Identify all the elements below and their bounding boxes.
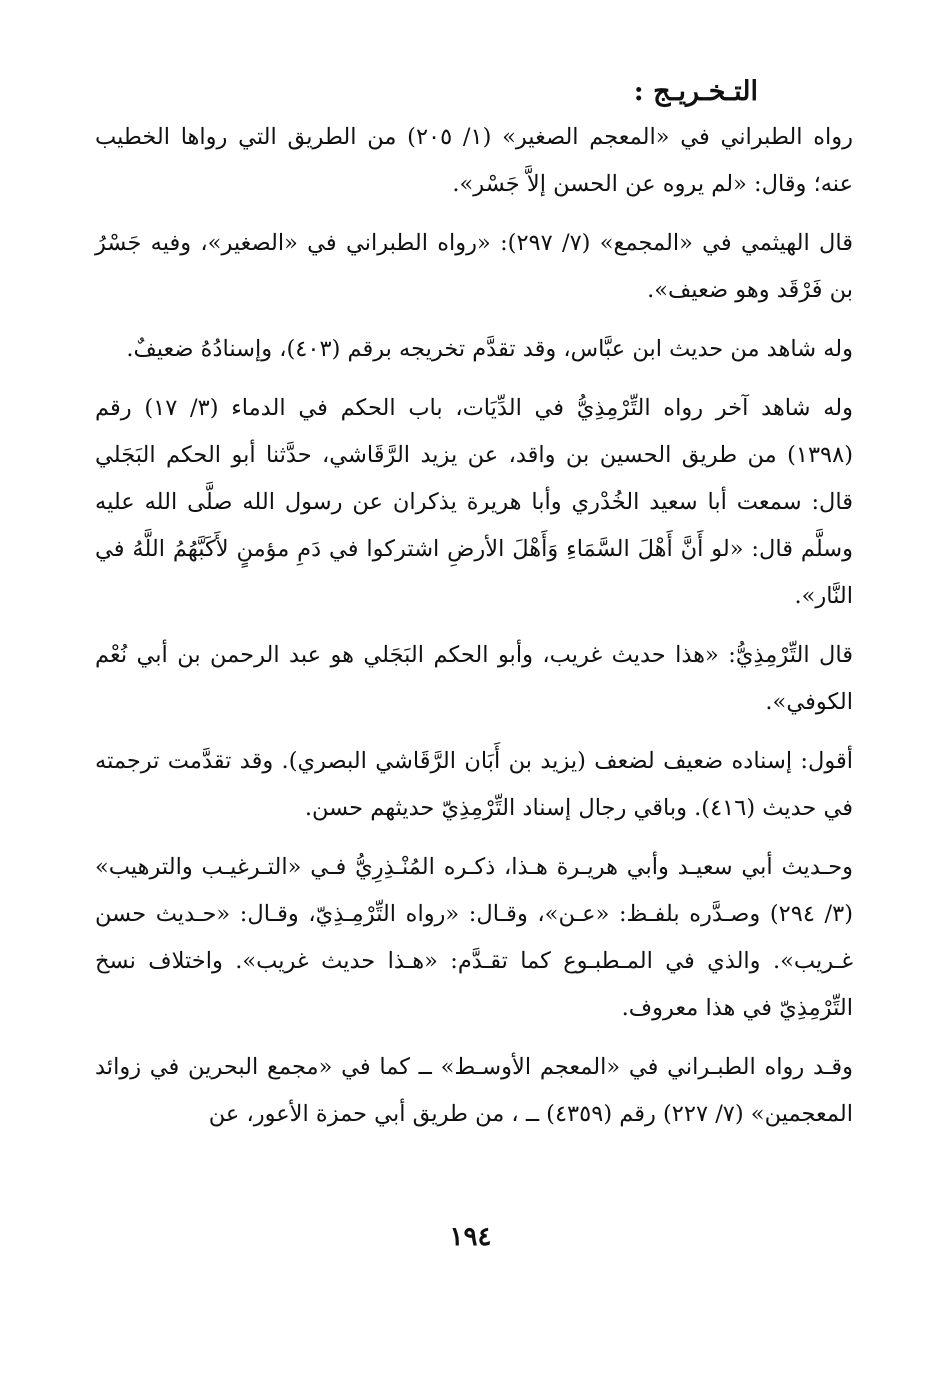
paragraph-tirmidhi-witness: وله شاهد آخر رواه التِّرْمِذِيُّ في الدِّيَات، باب الحكم في الدماء (٣/ ١٧) رقم (١٣٩٨) من طريق الحسين بن واقد، عن يزيد الرَّقَاشي، حدَّثنا أبو الحكم البَجَلي قال: سمعت أبا سعيد الخُدْري وأبا هريرة يذكران عن رسول الله صلَّى الله عليه وسلَّم قال: «لو أَنَّ أَهْلَ السَّمَاءِ وَأَهْلَ الأرضِ اشتركوا في دَمِ مؤمنٍ لأَكَبَّهُمُ اللَّهُ في النَّار». xyxy=(95,395,853,609)
paragraph-ibn-abbas-witness: وله شاهد من حديث ابن عبَّاس، وقد تقدَّم تخريجه برقم (٤٠٣)، وإسنادُهُ ضعيفٌ. xyxy=(126,336,853,362)
section-heading: التـخـريـج : xyxy=(633,76,758,107)
paragraph-author-comment: أقول: إسناده ضعيف لضعف (يزيد بن أَبَان الرَّقَاشي البصري). وقد تقدَّمت ترجمته في حديث (٤١٦). وباقي رجال إسناد التِّرْمِذِيّ حديثهم حسن. xyxy=(95,748,853,821)
paragraph-tirmidhi-comment: قال التِّرْمِذِيُّ: «هذا حديث غريب، وأبو الحكم البَجَلي هو عبد الرحمن بن أبي نُعْم الكوفي». xyxy=(95,642,853,715)
paragraph-tabarani-saghir: رواه الطبراني في «المعجم الصغير» (١/ ٢٠٥) من الطريق التي رواها الخطيب عنه؛ وقال: «لم يروه عن الحسن إلاَّ جَسْر». xyxy=(95,124,854,197)
page-body xyxy=(95,70,853,1150)
page-number: ١٩٤ xyxy=(449,1222,492,1252)
paragraph-tabarani-awsat: وقـد رواه الطبـراني في «المعجم الأوسـط» ــ كما في «مجمع البحرين في زوائد المعجمين» (٧/ ٢٢٧) رقم (٤٣٥٩) ــ ، من طريق أبي حمزة الأعور، عن xyxy=(95,1054,853,1127)
paragraph-mundhiri: وحـديث أبي سعيـد وأبي هريـرة هـذا، ذكـره المُنْـذِرِيُّ فـي «التـرغيـب والترهيب» (٣/ ٢٩٤) وصـدَّره بلفـظ: «عـن»، وقـال: «رواه التِّرْمِـذِيّ، وقـال: «حـديث حسن غـريب». والذي في المـطبـوع كما تقـدَّم: «هـذا حديث غريب». واختلاف نسخ التِّرْمِذِيّ في هذا معروف. xyxy=(95,854,853,1021)
paragraph-haythami: قال الهيثمي في «المجمع» (٧/ ٢٩٧): «رواه الطبراني في «الصغير»، وفيه جَسْرُ بن فَرْقَد وهو ضعيف». xyxy=(95,230,853,303)
